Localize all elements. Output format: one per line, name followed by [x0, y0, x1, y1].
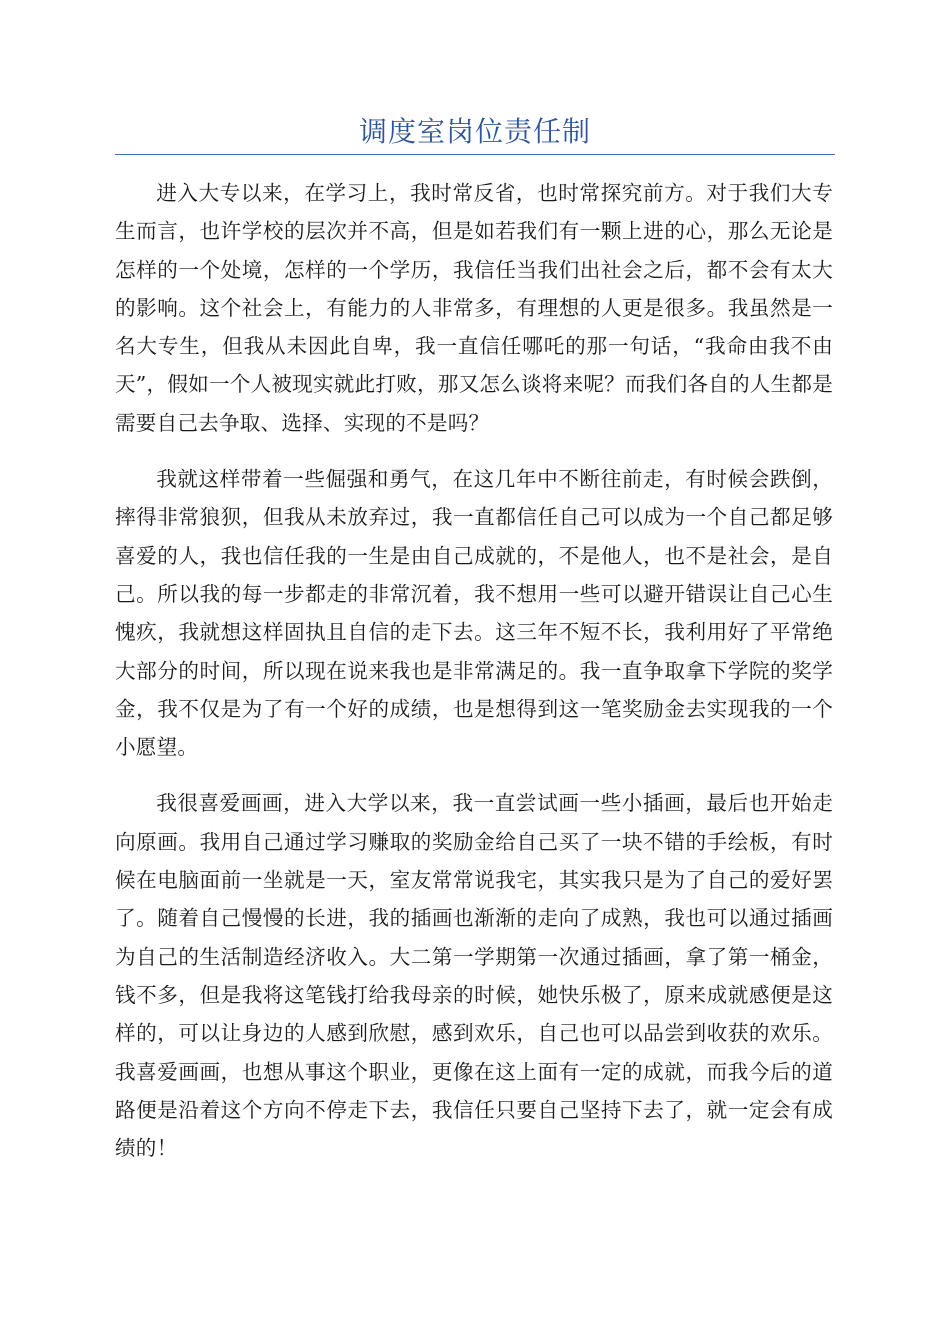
paragraph-2: 我就这样带着一些倔强和勇气，在这几年中不断往前走，有时候会跌倒，摔得非常狼狈，但我从未放弃过，我一直都信任自己可以成为一个自己都足够喜爱的人，我也信任我的一生是由自己成就的，不是他人，也不是社会，是自己。所以我的每一步都走的非常沉着，我不想用一些可以避开错误让自己心生愧疚，我就想这样固执且自信的走下去。这三年不短不长，我利用好了平常绝大部分的时间，所以现在说来我也是非常满足的。我一直争取拿下学院的奖学金，我不仅是为了有一个好的成绩，也是想得到这一笔奖励金去实现我的一个小愿望。 [115, 467, 833, 760]
document-title: 调度室岗位责任制 [358, 115, 591, 148]
title-underline [115, 154, 835, 155]
document-body [115, 174, 833, 1185]
paragraph-1: 进入大专以来，在学习上，我时常反省，也时常探究前方。对于我们大专生而言，也许学校的层次并不高，但是如若我们有一颗上进的心，那么无论是怎样的一个处境，怎样的一个学历，我信任当我们出社会之后，都不会有太大的影响。这个社会上，有能力的人非常多，有理想的人更是很多。我虽然是一名大专生，但我从未因此自卑，我一直信任哪吒的那一句话，“我命由我不由天”，假如一个人被现实就此打败，那又怎么谈将来呢？而我们各自的人生都是需要自己去争取、选择、实现的不是吗？ [115, 181, 833, 435]
paragraph-3: 我很喜爱画画，进入大学以来，我一直尝试画一些小插画，最后也开始走向原画。我用自己通过学习赚取的奖励金给自己买了一块不错的手绘板，有时候在电脑面前一坐就是一天，室友常常说我宅，其实我只是为了自己的爱好罢了。随着自己慢慢的长进，我的插画也渐渐的走向了成熟，我也可以通过插画为自己的生活制造经济收入。大二第一学期第一次通过插画，拿了第一桶金，钱不多，但是我将这笔钱打给我母亲的时候，她快乐极了，原来成就感便是这样的，可以让身边的人感到欣慰，感到欢乐，自己也可以品尝到收获的欢乐。我喜爱画画，也想从事这个职业，更像在这上面有一定的成就，而我今后的道路便是沿着这个方向不停走下去，我信任只要自己坚持下去了，就一定会有成绩的！ [115, 791, 833, 1161]
